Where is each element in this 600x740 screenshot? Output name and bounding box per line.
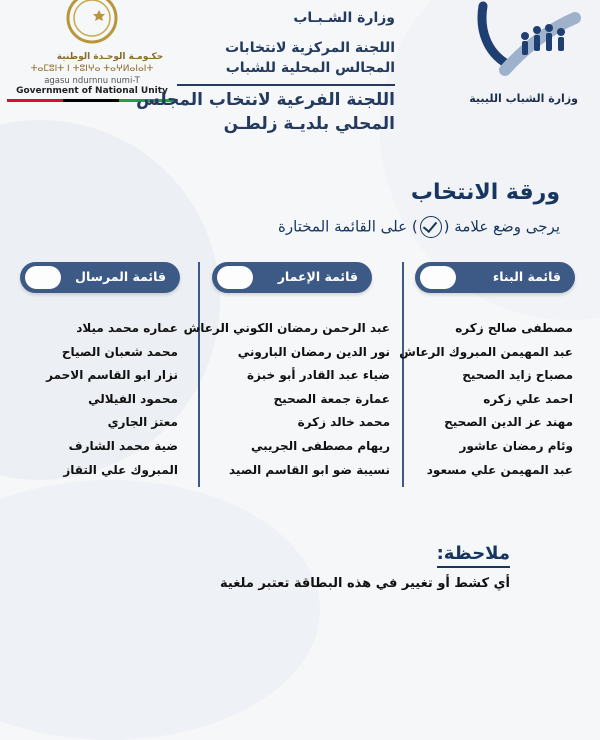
note-body: أي كشط أو تغيير في هذه البطاقة تعتبر ملغية bbox=[220, 576, 510, 591]
candidate-name: نور الدين رمضان الباروني bbox=[237, 344, 390, 359]
candidate-name: محمود الفيلالي bbox=[88, 391, 178, 406]
candidate-name: ضياء عبد القادر أبو خبزة bbox=[247, 368, 390, 383]
candidate-list bbox=[184, 317, 390, 482]
candidate-name: معتز الجاري bbox=[107, 415, 178, 430]
vote-box[interactable] bbox=[217, 266, 253, 289]
list-column-iemar bbox=[183, 262, 390, 522]
candidate-name: محمد شعبان الصياح bbox=[61, 344, 178, 359]
candidate-name: ضية محمد الشارف bbox=[68, 438, 178, 453]
ballot-title: ورقة الانتخاب bbox=[410, 180, 560, 205]
list-header-mirsal[interactable] bbox=[20, 262, 180, 293]
sub-committee-line1: اللجنة الفرعية لانتخاب المجلس bbox=[136, 90, 395, 110]
candidate-name: عماره محمد ميلاد bbox=[76, 321, 178, 335]
candidate-name: مصباح زايد الصحيح bbox=[462, 368, 573, 383]
list-column-mirsal bbox=[20, 262, 180, 522]
candidate-list bbox=[399, 317, 573, 482]
instruction-text-start: يرجى وضع علامة ( bbox=[443, 217, 560, 236]
candidate-name: احمد علي زكره bbox=[483, 391, 573, 406]
candidate-name: مصطفى صالح زكره bbox=[455, 321, 573, 335]
candidate-name: نسيبة ضو ابو القاسم الصيد bbox=[228, 462, 390, 477]
gov-name-english: Government of National Unity bbox=[16, 86, 168, 96]
list-header-iemar[interactable] bbox=[212, 262, 372, 293]
vote-box[interactable] bbox=[25, 266, 61, 289]
candidate-name: المبروك علي التقاز bbox=[63, 462, 178, 477]
sub-committee-line2: المحلي بلديـة زلطـن bbox=[223, 114, 395, 134]
gov-name-tifinagh: ⵜⴰⵎⵓⵏⵜ ⵏ ⵜⵓⵏⵖⴰ ⵜⴰⵖⵍⴰⵏⴰⵏⵜ bbox=[30, 64, 154, 74]
list-header-bina[interactable] bbox=[415, 262, 575, 293]
header-divider bbox=[177, 84, 395, 86]
list-title: قائمة الإعمار bbox=[277, 269, 358, 284]
vote-box[interactable] bbox=[420, 266, 456, 289]
list-title: قائمة البناء bbox=[492, 269, 561, 284]
instruction-text-end: ) على القائمة المختارة bbox=[278, 217, 418, 236]
checkmark-icon bbox=[420, 216, 442, 238]
candidate-name: نزار ابو القاسم الاحمر bbox=[46, 368, 178, 383]
candidate-name: وئام رمضان عاشور bbox=[459, 438, 573, 453]
youth-figures-icon bbox=[465, 0, 590, 92]
candidate-name: ريهام مصطفى الجريبي bbox=[251, 438, 390, 453]
central-committee-line1: اللجنة المركزية لانتخابات bbox=[225, 40, 395, 56]
candidate-name: عبد المهيمن علي مسعود bbox=[426, 462, 573, 477]
candidate-name: مهند عز الدين الصحيح bbox=[444, 415, 573, 430]
gov-name-arabic: حكـومـة الوحـدة الوطنية bbox=[56, 52, 164, 62]
ministry-title: وزارة الشـبـاب bbox=[293, 10, 395, 26]
list-column-bina bbox=[399, 262, 575, 522]
central-committee-line2: المجالس المحلية للشباب bbox=[225, 60, 395, 76]
national-emblem-icon bbox=[57, 0, 127, 50]
candidate-name: عبد المهيمن المبروك الرعاش bbox=[399, 344, 573, 359]
note-title: ملاحظة: bbox=[437, 543, 510, 568]
ballot-instruction bbox=[278, 216, 560, 238]
candidate-list bbox=[46, 317, 178, 482]
ministry-logo-caption: وزارة الشباب الليبية bbox=[469, 92, 578, 105]
candidate-name: عبد الرحمن رمضان الكوني الرعاش bbox=[183, 321, 390, 335]
candidate-name: محمد خالد زكرة bbox=[297, 415, 390, 430]
list-title: قائمة المرسال bbox=[75, 269, 166, 284]
gov-name-latin: agasu ndurnnu numi-T bbox=[44, 76, 140, 86]
candidate-name: عمارة جمعة الصحيح bbox=[273, 391, 390, 406]
